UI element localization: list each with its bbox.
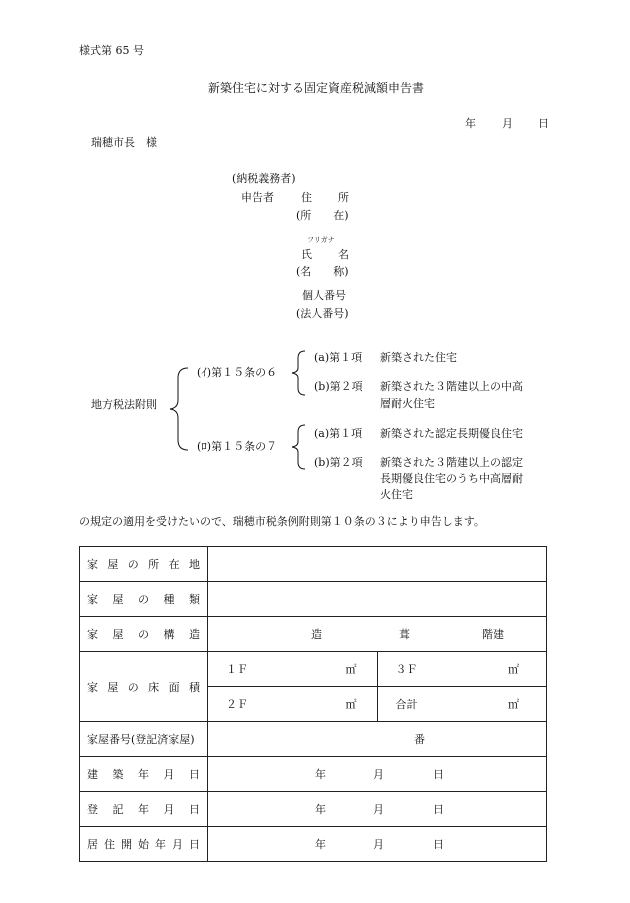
date-day-label: 日 bbox=[538, 117, 549, 130]
floor-1f-label: １Ｆ bbox=[226, 663, 248, 676]
label-char: 屋 bbox=[107, 558, 119, 571]
date-year-label: 年 bbox=[465, 117, 476, 130]
closing-statement: の規定の適用を受けたいので、瑞穂市税条例附則第１０条の３により申告します。 bbox=[79, 515, 485, 528]
registered-month-label: 月 bbox=[373, 803, 384, 816]
structure-row-label bbox=[80, 617, 208, 652]
table-row bbox=[80, 617, 547, 652]
table-row bbox=[80, 827, 547, 862]
floor-3f-unit: ㎡ bbox=[508, 663, 519, 676]
occupancy-month-label: 月 bbox=[373, 838, 384, 851]
floor-1f-unit: ㎡ bbox=[345, 663, 357, 676]
table-row bbox=[80, 652, 547, 687]
label-char: 年 bbox=[138, 803, 149, 816]
structure-stories-suffix: 階建 bbox=[482, 628, 504, 641]
group-2-item-b-text-1: 新築された３階建以上の認定 bbox=[380, 456, 523, 469]
location-label: (所 在) bbox=[296, 209, 349, 222]
floor-3f-label: ３Ｆ bbox=[395, 663, 418, 676]
group-1-item-b-text-2: 層耐火住宅 bbox=[380, 397, 435, 410]
floor-total-unit: ㎡ bbox=[508, 698, 519, 711]
date-month-label: 月 bbox=[502, 117, 513, 130]
label-char: 年 bbox=[155, 838, 166, 851]
group-2-item-a-label: (a)第１項 bbox=[314, 427, 363, 440]
provision-group-2-label: (ﾛ)第１５条の７ bbox=[197, 440, 278, 453]
table-row bbox=[80, 792, 547, 827]
applicant-label: 申告者 bbox=[241, 191, 274, 204]
registered-date-row-label bbox=[80, 792, 208, 827]
label-char: の bbox=[127, 558, 139, 571]
label-char: 居 bbox=[87, 838, 98, 851]
label-char: 床 bbox=[148, 680, 160, 694]
label-char: 造 bbox=[189, 628, 200, 641]
label-char: 始 bbox=[138, 838, 149, 851]
label-char: の bbox=[138, 593, 149, 606]
label-char: 屋 bbox=[112, 628, 124, 641]
label-char: 建 bbox=[87, 768, 98, 781]
label-char: 記 bbox=[112, 803, 124, 816]
provision-main-label: 地方税法附則 bbox=[91, 398, 157, 411]
registered-date-field[interactable] bbox=[208, 792, 547, 827]
built-month-label: 月 bbox=[373, 768, 384, 781]
label-char: 日 bbox=[189, 838, 200, 851]
label-char: 住 bbox=[104, 838, 115, 851]
group-1-item-a-label: (a)第１項 bbox=[314, 351, 363, 364]
address-label-2: 所 bbox=[338, 191, 349, 204]
label-char: 家 bbox=[87, 593, 98, 606]
built-day-label: 日 bbox=[433, 768, 444, 781]
table-row bbox=[80, 757, 547, 792]
label-char: の bbox=[127, 680, 139, 694]
house-number-suffix: 番 bbox=[414, 733, 425, 746]
document-title: 新築住宅に対する固定資産税減額申告書 bbox=[208, 81, 425, 95]
label-char: 種 bbox=[163, 593, 175, 606]
group-1-item-a-text: 新築された住宅 bbox=[380, 351, 457, 364]
label-char: 地 bbox=[188, 558, 200, 571]
structure-field[interactable] bbox=[208, 617, 547, 652]
label-char: 月 bbox=[172, 838, 183, 851]
label-char: 登 bbox=[87, 803, 98, 816]
floor-total-field[interactable] bbox=[377, 687, 547, 722]
main-brace bbox=[168, 366, 192, 452]
built-year-label: 年 bbox=[315, 768, 326, 781]
furigana-label: フリガナ bbox=[307, 236, 335, 244]
name-label-1: 氏 bbox=[301, 248, 312, 261]
group-2-brace bbox=[289, 423, 309, 471]
label-char: 類 bbox=[189, 593, 200, 606]
personal-number-label: 個人番号 bbox=[302, 289, 346, 302]
table-row bbox=[80, 722, 547, 757]
group-2-item-b-text-2: 長期優良住宅のうち中高層耐 bbox=[380, 472, 523, 485]
name-label-2: 名 bbox=[338, 248, 349, 261]
label-char: 築 bbox=[112, 768, 124, 781]
label-char: 家 bbox=[87, 558, 98, 571]
group-2-item-b-label: (b)第２項 bbox=[314, 456, 363, 469]
address-label-1: 住 bbox=[301, 191, 312, 204]
label-char: 日 bbox=[189, 768, 200, 781]
occupancy-day-label: 日 bbox=[433, 838, 444, 851]
house-number-row-label bbox=[80, 722, 208, 757]
registered-day-label: 日 bbox=[433, 803, 444, 816]
label-char: の bbox=[138, 628, 149, 641]
group-2-item-b-text-3: 火住宅 bbox=[380, 488, 413, 501]
structure-material-suffix: 造 bbox=[311, 628, 322, 641]
label-char: 積 bbox=[188, 680, 200, 694]
group-1-brace bbox=[289, 349, 309, 397]
floor-2f-field[interactable] bbox=[208, 687, 378, 722]
title-label: (名 称) bbox=[296, 265, 349, 278]
label-char: 在 bbox=[168, 558, 180, 571]
label-char: 日 bbox=[189, 803, 200, 816]
corporate-number-label: (法人番号) bbox=[296, 307, 349, 320]
table-row bbox=[80, 547, 547, 582]
label-char: 屋 bbox=[112, 593, 124, 606]
label-char: 家 bbox=[87, 628, 98, 641]
table-row bbox=[80, 582, 547, 617]
floor-2f-unit: ㎡ bbox=[345, 698, 357, 711]
built-date-field[interactable] bbox=[208, 757, 547, 792]
occupancy-year-label: 年 bbox=[315, 838, 326, 851]
label-char: 月 bbox=[163, 803, 175, 816]
kind-row-label bbox=[80, 582, 208, 617]
floor-3f-field[interactable] bbox=[377, 652, 547, 687]
registered-year-label: 年 bbox=[315, 803, 326, 816]
house-number-label: 家屋番号(登記済家屋) bbox=[87, 733, 195, 746]
location-field[interactable] bbox=[208, 547, 547, 582]
kind-field[interactable] bbox=[208, 582, 547, 617]
addressee: 瑞穂市長 様 bbox=[91, 136, 157, 149]
floor-total-label: 合計 bbox=[395, 698, 418, 711]
label-char: 月 bbox=[163, 768, 175, 781]
floor-2f-label: ２Ｆ bbox=[226, 698, 248, 711]
form-number: 様式第 65 号 bbox=[79, 44, 144, 57]
label-char: 所 bbox=[148, 558, 160, 571]
location-row-label bbox=[80, 547, 208, 582]
occupancy-date-row-label bbox=[80, 827, 208, 862]
group-1-item-b-label: (b)第２項 bbox=[314, 380, 363, 393]
provision-group-1-label: (ｲ)第１５条の６ bbox=[197, 366, 278, 379]
built-date-row-label bbox=[80, 757, 208, 792]
label-char: 面 bbox=[168, 680, 180, 694]
group-1-item-b-text-1: 新築された３階建以上の中高 bbox=[380, 380, 523, 393]
occupancy-date-field[interactable] bbox=[208, 827, 547, 862]
label-char: 家 bbox=[87, 680, 98, 694]
label-char: 年 bbox=[138, 768, 149, 781]
house-number-field[interactable] bbox=[208, 722, 547, 757]
structure-roof-suffix: 葺 bbox=[399, 628, 410, 641]
floor-area-row-label bbox=[80, 652, 208, 722]
group-2-item-a-text: 新築された認定長期優良住宅 bbox=[380, 427, 523, 440]
property-table bbox=[79, 546, 547, 862]
label-char: 開 bbox=[121, 838, 132, 851]
label-char: 構 bbox=[163, 628, 175, 641]
floor-1f-field[interactable] bbox=[208, 652, 378, 687]
label-char: 屋 bbox=[107, 680, 119, 694]
taxpayer-label: (納税義務者) bbox=[232, 172, 296, 185]
